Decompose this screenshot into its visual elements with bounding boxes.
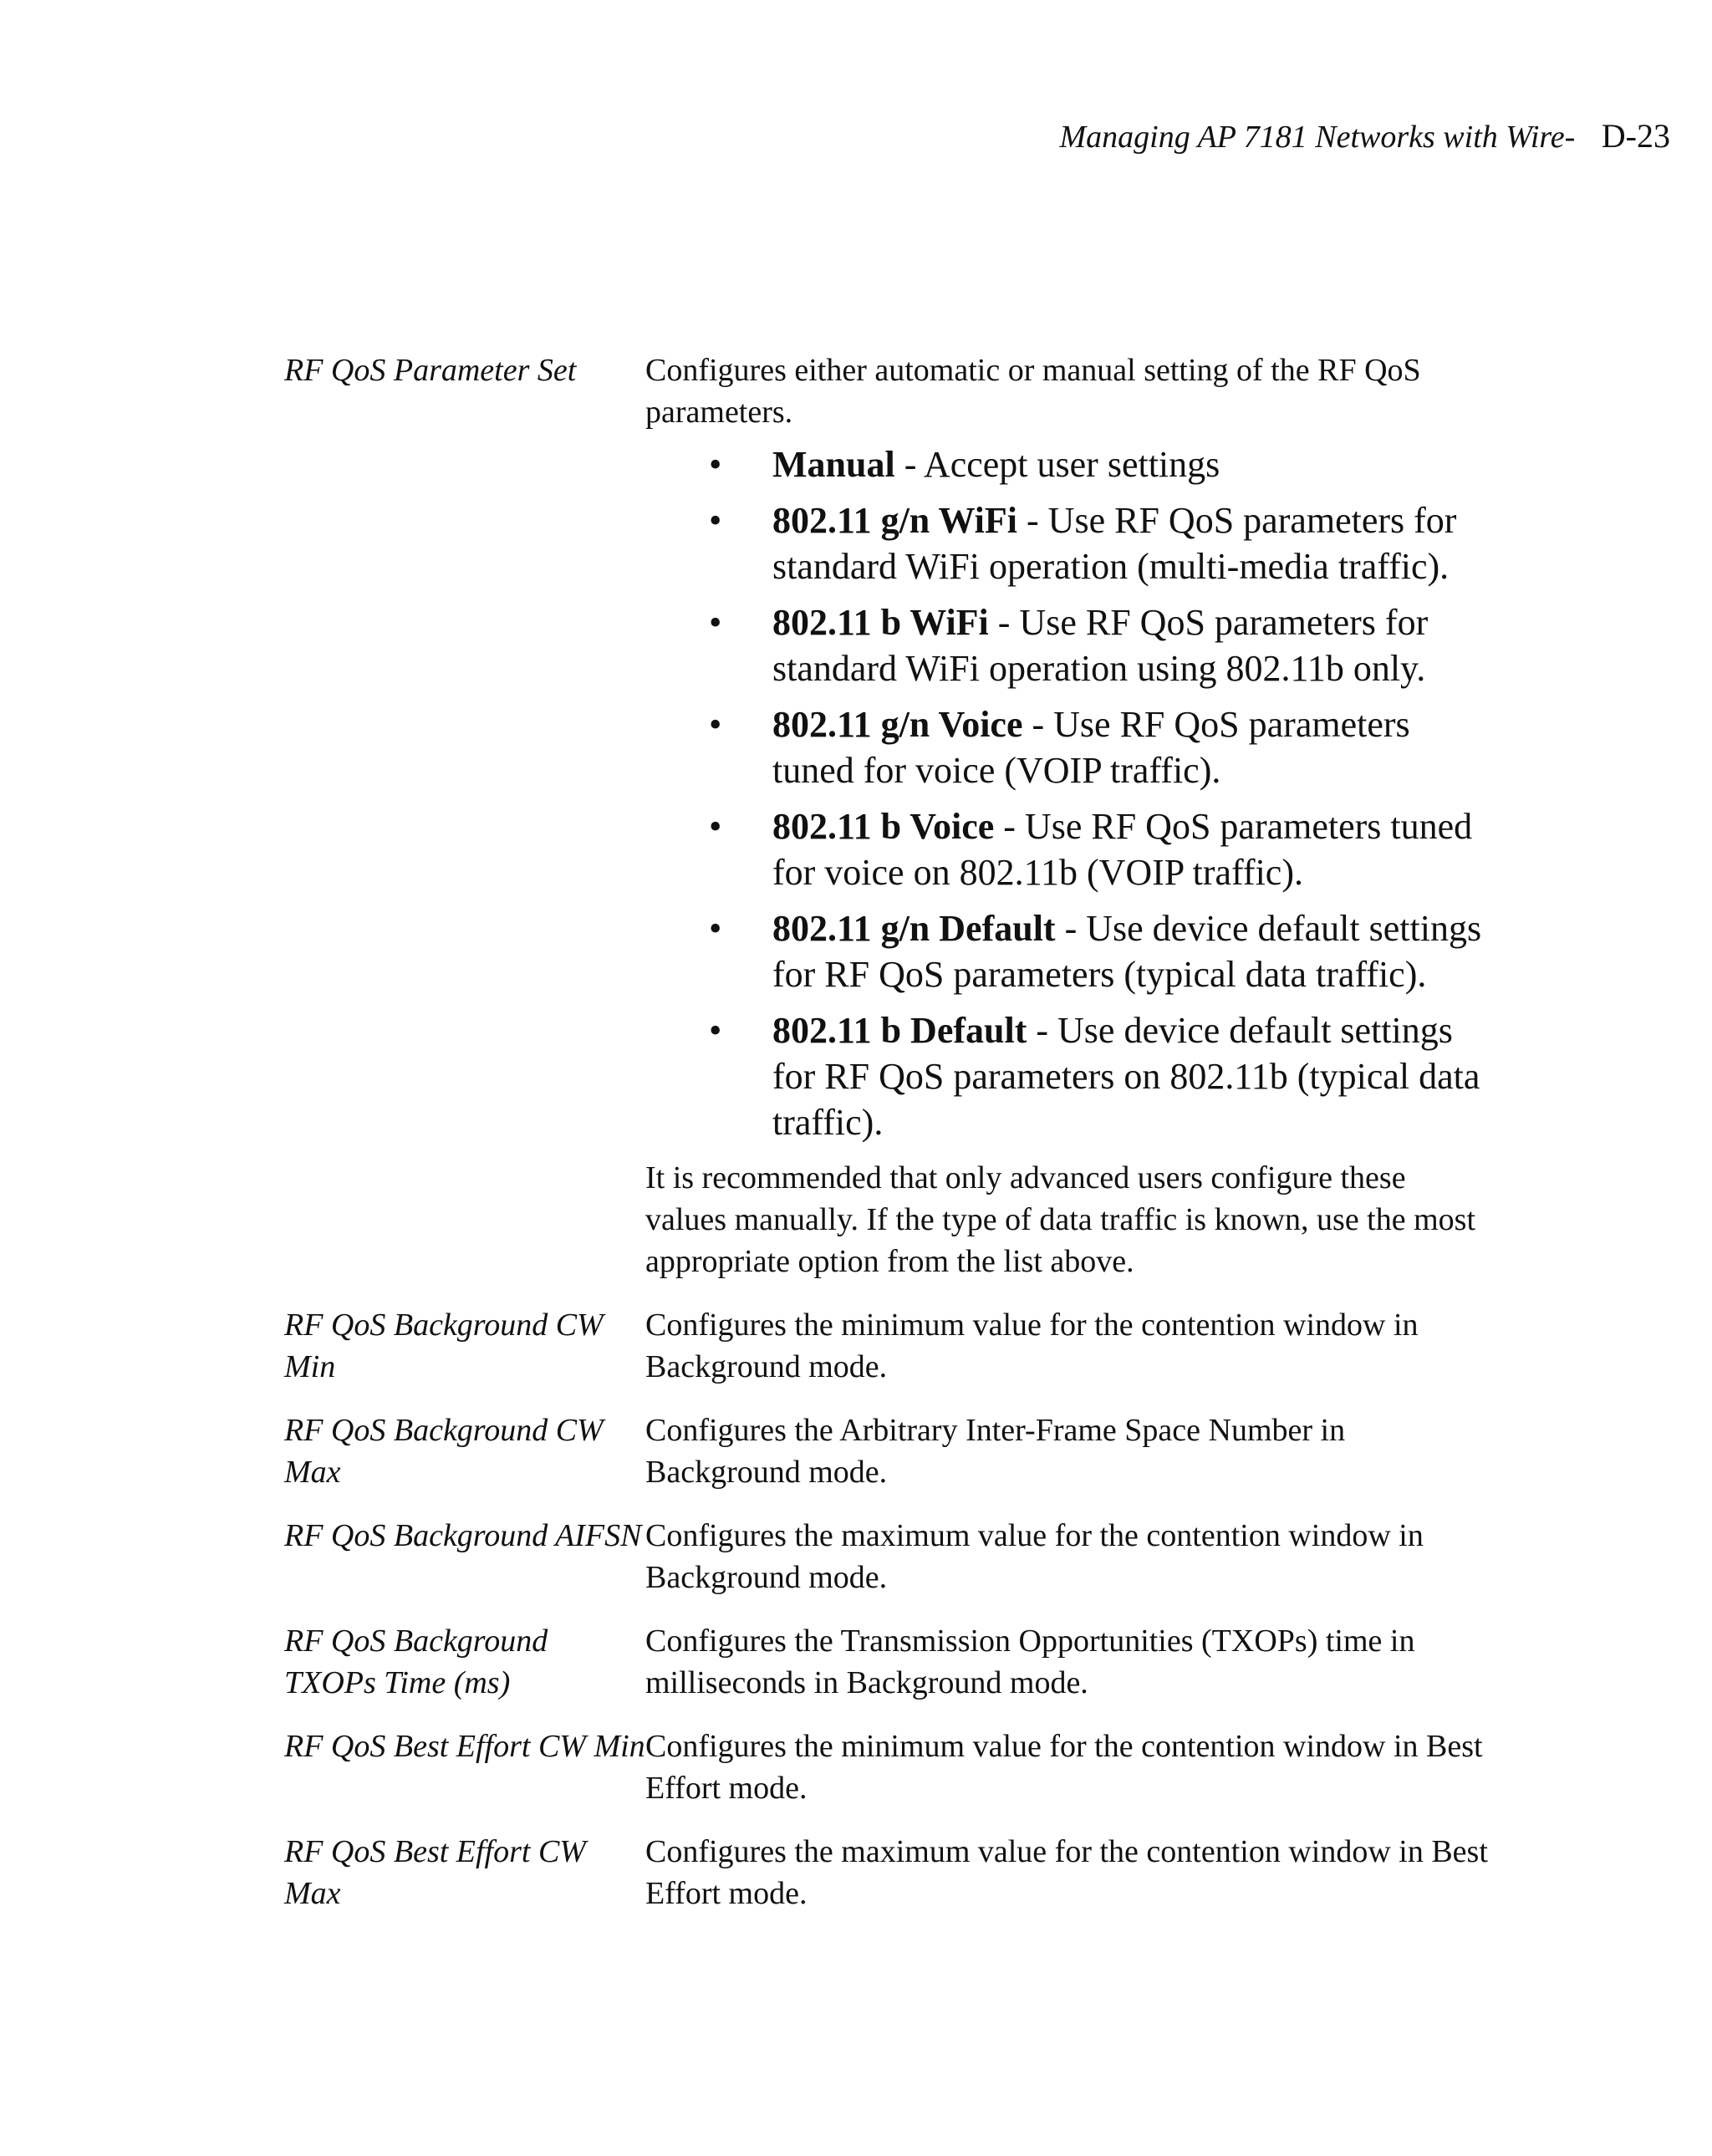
option-text: - Use RF QoS parameters for standard WiFi operation (multi-media traffic).	[772, 500, 1457, 587]
option-name: Manual	[772, 444, 895, 485]
list-item	[709, 803, 1485, 895]
list-item	[709, 441, 1485, 487]
list-item	[709, 701, 1485, 793]
bullet-icon: •	[709, 444, 722, 485]
option-text: - Use RF QoS parameters tuned for voice (VOIP traffic).	[772, 704, 1410, 791]
parameter-intro: Configures either automatic or manual setting of the RF QoS parameters.	[645, 353, 1421, 430]
option-text: - Use device default settings for RF QoS parameters on 802.11b (typical data traffic).	[772, 1010, 1480, 1143]
parameter-description: Configures the maximum value for the contention window in Best Effort mode.	[645, 1834, 1488, 1911]
table-row	[284, 1620, 1488, 1704]
parameter-name: RF QoS Background CW Max	[284, 1413, 604, 1490]
option-list	[645, 441, 1485, 1145]
list-item	[709, 497, 1485, 589]
bullet-icon: •	[709, 908, 722, 949]
option-name: 802.11 b WiFi	[772, 602, 989, 643]
running-title: Managing AP 7181 Networks with Wire-	[1059, 120, 1576, 155]
table-row	[284, 1515, 1488, 1598]
bullet-icon: •	[709, 704, 722, 745]
parameter-name: RF QoS Background CW Min	[284, 1307, 604, 1384]
table-row	[284, 1831, 1488, 1914]
bullet-icon: •	[709, 602, 722, 643]
option-text: - Use RF QoS parameters tuned for voice on 802.11b (VOIP traffic).	[772, 806, 1473, 893]
option-text: - Use RF QoS parameters for standard WiFi operation using 802.11b only.	[772, 602, 1429, 689]
bullet-icon: •	[709, 500, 722, 541]
table-row	[284, 1725, 1488, 1809]
option-name: 802.11 g/n WiFi	[772, 500, 1018, 541]
parameter-name: RF QoS Background AIFSN	[284, 1518, 642, 1553]
parameter-description: Configures the Transmission Opportunities (TXOPs) time in milliseconds in Background mode.	[645, 1623, 1415, 1700]
table-row	[284, 1304, 1488, 1388]
parameter-description: Configures the minimum value for the contention window in Background mode.	[645, 1307, 1419, 1384]
option-name: 802.11 g/n Voice	[772, 704, 1023, 745]
page-number: D-23	[1601, 117, 1670, 155]
parameter-description: Configures the Arbitrary Inter-Frame Space Number in Background mode.	[645, 1413, 1346, 1490]
parameter-name: RF QoS Best Effort CW Max	[284, 1834, 586, 1911]
page-header	[1059, 115, 1670, 158]
option-text: - Use device default settings for RF QoS parameters (typical data traffic).	[772, 908, 1482, 995]
parameter-description: Configures the minimum value for the contention window in Best Effort mode.	[645, 1729, 1483, 1806]
bullet-icon: •	[709, 1010, 722, 1051]
parameter-table	[284, 349, 1488, 1914]
parameter-description	[645, 349, 1488, 1282]
table-row	[284, 1409, 1488, 1493]
list-item	[709, 599, 1485, 691]
option-name: 802.11 b Default	[772, 1010, 1027, 1051]
option-name: 802.11 g/n Default	[772, 908, 1056, 949]
table-row	[284, 349, 1488, 1282]
parameter-description: Configures the maximum value for the contention window in Background mode.	[645, 1518, 1424, 1595]
bullet-icon: •	[709, 806, 722, 847]
list-item	[709, 905, 1485, 997]
list-item	[709, 1007, 1485, 1145]
option-text: - Accept user settings	[894, 444, 1220, 485]
parameter-name: RF QoS Background TXOPs Time (ms)	[284, 1623, 548, 1700]
parameter-note: It is recommended that only advanced users configure these values manually. If the type of data traffic is known, use the most appropriate option from the list above.	[645, 1160, 1476, 1279]
parameter-name: RF QoS Parameter Set	[284, 353, 577, 388]
parameter-name: RF QoS Best Effort CW Min	[284, 1729, 645, 1764]
option-name: 802.11 b Voice	[772, 806, 995, 847]
